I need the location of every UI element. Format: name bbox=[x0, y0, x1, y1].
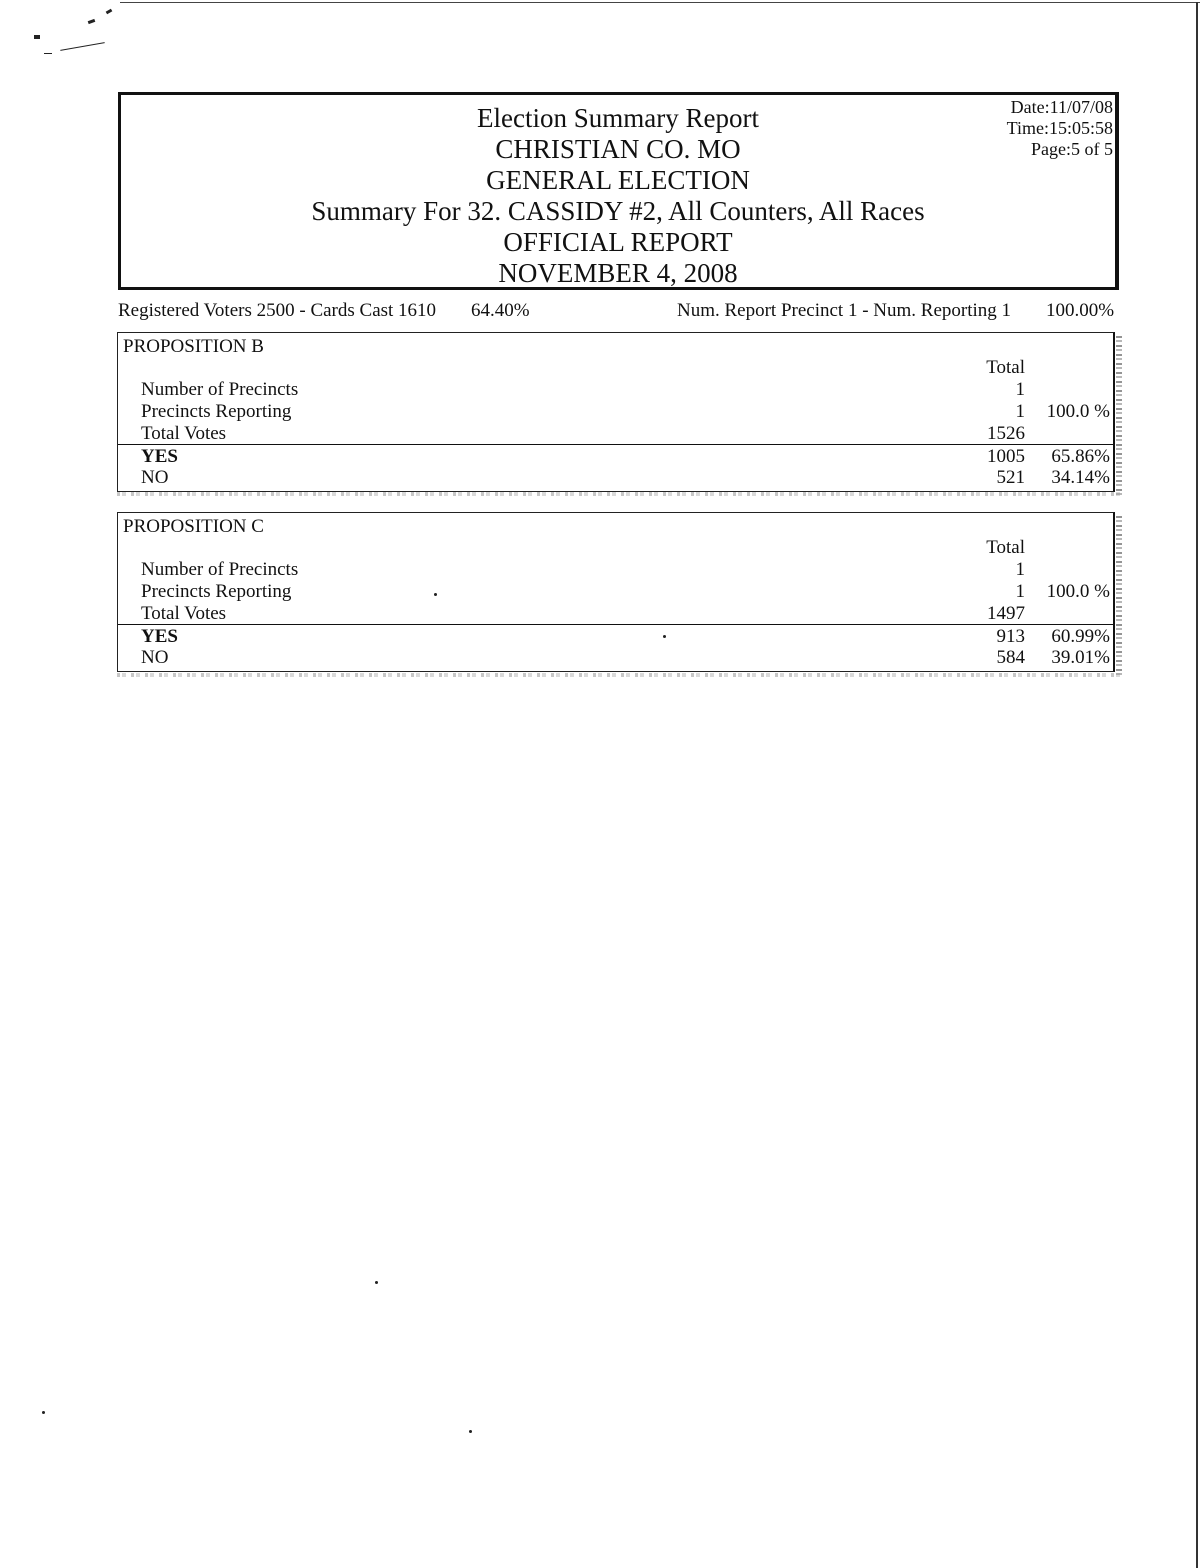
scan-noise bbox=[1116, 336, 1122, 496]
row-divider bbox=[118, 444, 1113, 445]
scan-speck bbox=[375, 1281, 378, 1284]
table-row bbox=[118, 467, 1113, 489]
row-total: 1 bbox=[1015, 401, 1025, 422]
turnout-percent: 64.40% bbox=[471, 300, 530, 321]
table-row bbox=[118, 559, 1113, 581]
scan-noise bbox=[117, 673, 1122, 677]
page-number: Page:5 of 5 bbox=[1031, 139, 1113, 159]
table-row bbox=[118, 423, 1113, 445]
scan-edge-right bbox=[1196, 2, 1198, 1568]
report-title: Election Summary Report bbox=[477, 103, 759, 133]
report-time: Time:15:05:58 bbox=[1006, 118, 1113, 138]
scan-speck bbox=[88, 19, 96, 24]
row-label: NO bbox=[141, 647, 169, 668]
row-label: Number of Precincts bbox=[141, 559, 299, 580]
election-name: GENERAL ELECTION bbox=[486, 165, 750, 195]
total-column-header: Total bbox=[986, 537, 1025, 558]
scan-noise bbox=[1116, 516, 1122, 676]
report-date: Date:11/07/08 bbox=[1010, 97, 1113, 117]
row-percent: 39.01% bbox=[1051, 647, 1110, 668]
row-total: 1 bbox=[1015, 379, 1025, 400]
scan-speck bbox=[60, 42, 104, 51]
proposition-title: PROPOSITION B bbox=[123, 336, 264, 357]
row-total: 1 bbox=[1015, 559, 1025, 580]
table-row bbox=[118, 647, 1113, 669]
row-label: YES bbox=[141, 626, 178, 647]
report-type: OFFICIAL REPORT bbox=[503, 227, 733, 257]
table-row bbox=[118, 379, 1113, 401]
row-total: 1 bbox=[1015, 581, 1025, 602]
summary-scope: Summary For 32. CASSIDY #2, All Counters, All Races bbox=[311, 196, 925, 226]
row-label: Precincts Reporting bbox=[141, 581, 292, 602]
scan-speck bbox=[663, 635, 666, 638]
row-percent: 100.0 % bbox=[1046, 581, 1110, 602]
row-label: YES bbox=[141, 446, 178, 467]
row-total: 1005 bbox=[987, 446, 1025, 467]
row-divider bbox=[118, 624, 1113, 625]
scan-speck bbox=[34, 35, 40, 39]
row-total: 1497 bbox=[987, 603, 1025, 624]
precincts-reporting-summary: Num. Report Precinct 1 - Num. Reporting 1 bbox=[677, 300, 1012, 321]
row-percent: 100.0 % bbox=[1046, 401, 1110, 422]
report-meta bbox=[1007, 97, 1113, 160]
scan-speck bbox=[106, 9, 113, 15]
precincts-reporting-percent: 100.00% bbox=[1046, 300, 1115, 321]
row-percent: 34.14% bbox=[1051, 467, 1110, 488]
table-row bbox=[118, 446, 1113, 468]
proposition-c-table bbox=[117, 512, 1115, 672]
row-total: 1526 bbox=[987, 423, 1025, 444]
scan-noise bbox=[117, 492, 1122, 496]
table-row bbox=[118, 401, 1113, 423]
row-percent: 60.99% bbox=[1051, 626, 1110, 647]
table-row bbox=[118, 603, 1113, 625]
row-label: Precincts Reporting bbox=[141, 401, 292, 422]
proposition-title: PROPOSITION C bbox=[123, 516, 264, 537]
table-row bbox=[118, 626, 1113, 648]
scan-speck bbox=[42, 1411, 45, 1414]
scan-edge-top bbox=[120, 2, 1200, 3]
table-row bbox=[118, 581, 1113, 603]
row-label: Number of Precincts bbox=[141, 379, 299, 400]
row-total: 584 bbox=[996, 647, 1025, 668]
county-name: CHRISTIAN CO. MO bbox=[495, 134, 741, 164]
scan-speck bbox=[44, 53, 52, 54]
row-total: 913 bbox=[996, 626, 1025, 647]
row-label: Total Votes bbox=[141, 603, 227, 624]
scan-speck bbox=[469, 1430, 472, 1433]
row-total: 521 bbox=[996, 467, 1025, 488]
total-column-header: Total bbox=[986, 357, 1025, 378]
registered-voters: Registered Voters 2500 - Cards Cast 1610 bbox=[118, 300, 437, 321]
proposition-b-table bbox=[117, 332, 1115, 492]
scan-speck bbox=[434, 593, 437, 596]
election-date: NOVEMBER 4, 2008 bbox=[498, 258, 738, 288]
row-label: NO bbox=[141, 467, 169, 488]
row-percent: 65.86% bbox=[1051, 446, 1110, 467]
row-label: Total Votes bbox=[141, 423, 227, 444]
report-header bbox=[118, 92, 1119, 290]
